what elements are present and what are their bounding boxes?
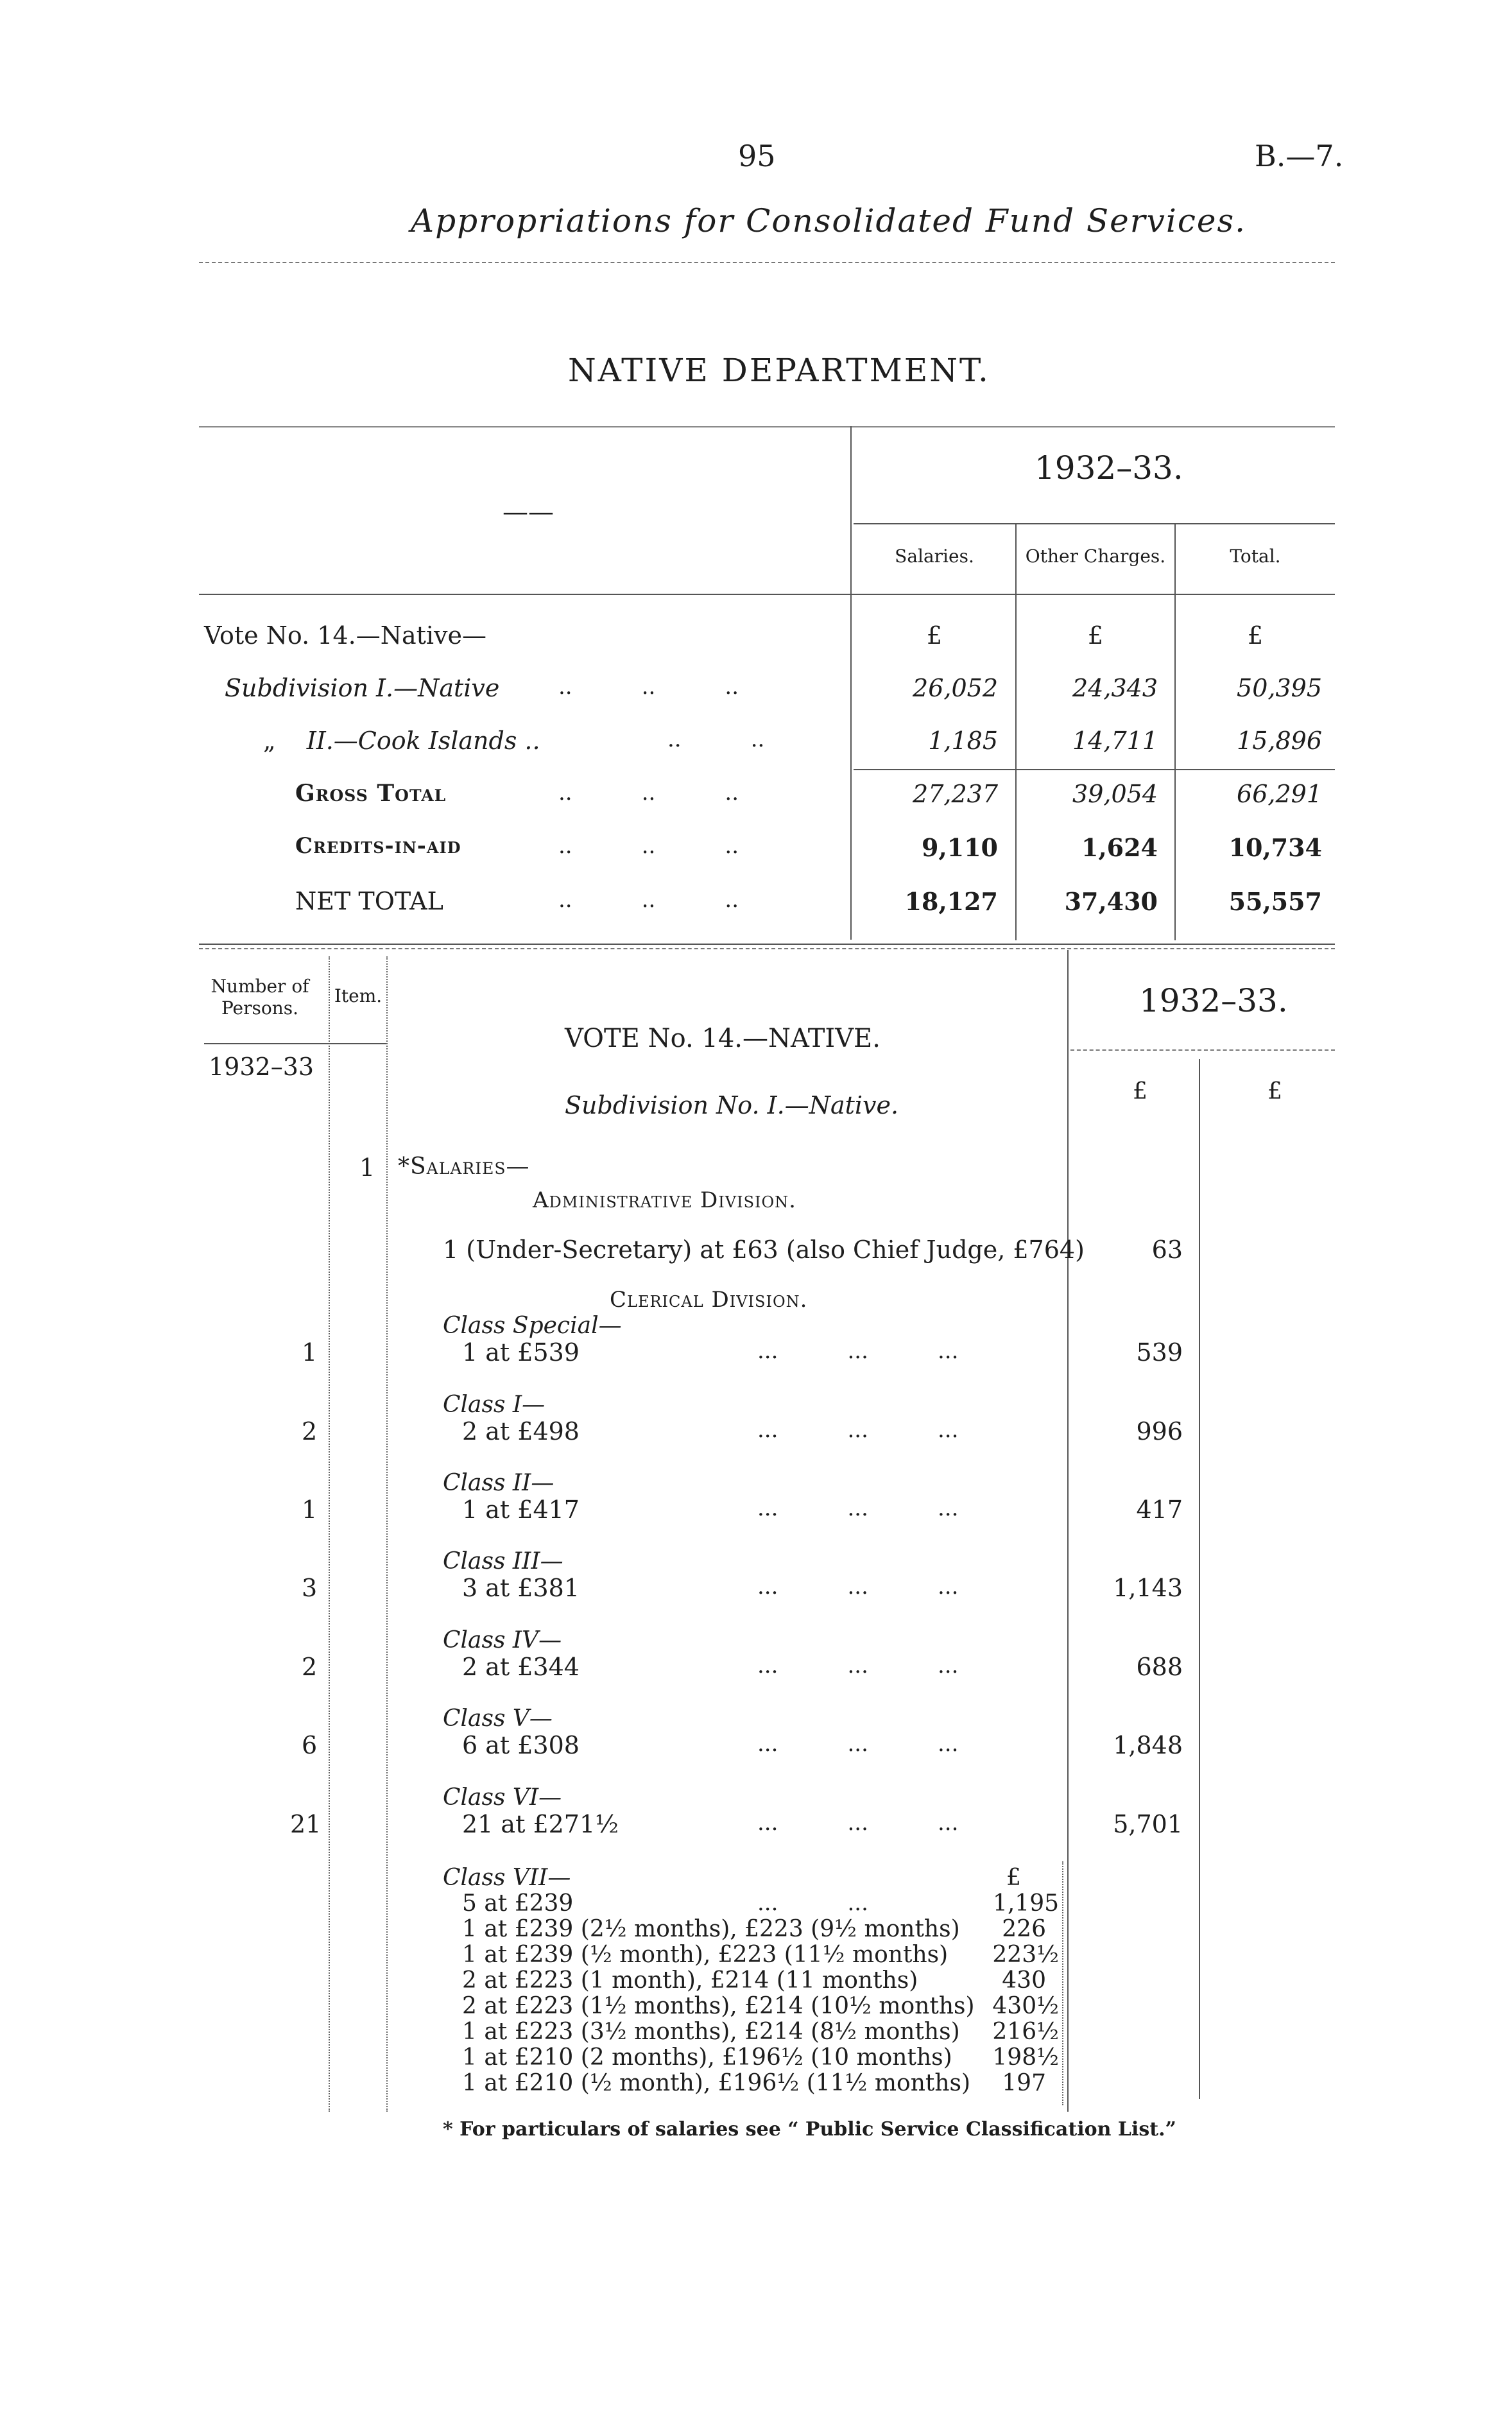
class-amount: 996 xyxy=(1136,1417,1183,1445)
class-line: 3 at £381 xyxy=(462,1574,580,1602)
footnote: * For particulars of salaries see “ Public Service Classification List.” xyxy=(443,2118,1176,2141)
class-vii-amount: 197 xyxy=(1002,2070,1046,2096)
currency-total: £ xyxy=(1247,621,1264,650)
currency-salaries: £ xyxy=(926,621,943,650)
class-vii-subtotal-divider xyxy=(1062,1861,1063,2105)
currency-other: £ xyxy=(1087,621,1104,650)
summary-row-subdivision-2 xyxy=(263,727,540,755)
leader-dots: ... ... ... xyxy=(757,1574,959,1600)
class-vii-amount: 223½ xyxy=(992,1942,1059,1968)
admin-line: 1 (Under-Secretary) at £63 (also Chief Judge, £764) xyxy=(443,1236,1085,1264)
class-vii-line: 1 at £210 (½ month), £196½ (11½ months) xyxy=(462,2070,971,2096)
class-title: Class II— xyxy=(443,1470,554,1496)
summary-year-rule xyxy=(854,523,1335,524)
leader-dots: ... ... ... xyxy=(757,1731,959,1757)
administrative-division: Administrative Division. xyxy=(533,1187,796,1213)
class-vii-line: 1 at £223 (3½ months), £214 (8½ months) xyxy=(462,2019,960,2045)
summary-header-rule xyxy=(199,594,1335,595)
summary-cell: 24,343 xyxy=(1072,674,1158,702)
summary-row-subdivision-1 xyxy=(225,674,499,702)
summary-cell: 1,185 xyxy=(928,727,998,755)
summary-cell: 26,052 xyxy=(913,674,998,702)
class-amount: 417 xyxy=(1136,1496,1183,1524)
summary-cell: 55,557 xyxy=(1228,887,1322,916)
class-title: Class Special— xyxy=(443,1313,622,1339)
summary-cell: 15,896 xyxy=(1237,727,1322,755)
gross-total-label: Gross Total xyxy=(295,780,447,807)
document-reference: B.—7. xyxy=(1255,139,1344,173)
col-salaries-header: Salaries. xyxy=(895,546,974,567)
class-vii-line: 1 at £210 (2 months), £196½ (10 months) xyxy=(462,2044,952,2071)
col-persons-header: Number of Persons. xyxy=(210,976,309,1019)
summary-cell: 1,624 xyxy=(1081,833,1158,862)
class-line: 1 at £417 xyxy=(462,1496,580,1524)
summary-bottom-rule xyxy=(199,944,1335,945)
detail-pound-2: £ xyxy=(1267,1078,1282,1105)
class-amount: 5,701 xyxy=(1113,1810,1183,1838)
class-vii-amount: 1,195 xyxy=(992,1890,1059,1917)
detail-amount-divider-2 xyxy=(1199,1059,1200,2099)
running-title: Appropriations for Consolidated Fund Services. xyxy=(411,202,1247,239)
class-line: 2 at £498 xyxy=(462,1417,580,1445)
detail-header-rule xyxy=(204,1043,386,1044)
class-vii-amount: 430 xyxy=(1002,1967,1046,1994)
leader-dots: ... ... ... xyxy=(757,1653,959,1678)
col-item-header: Item. xyxy=(334,985,382,1006)
vote-title: VOTE No. 14.—NATIVE. xyxy=(565,1024,881,1053)
class-persons: 2 xyxy=(302,1417,318,1445)
class-persons: 21 xyxy=(290,1810,322,1838)
summary-cell: 10,734 xyxy=(1228,833,1322,862)
class-amount: 1,143 xyxy=(1113,1574,1183,1602)
row-label-prefix: Subdivision xyxy=(225,674,368,702)
detail-amount-divider xyxy=(1067,950,1069,2112)
class-line: 2 at £344 xyxy=(462,1653,580,1681)
class-vii-line: 1 at £239 (2½ months), £223 (9½ months) xyxy=(462,1916,960,1942)
leader-dots: ... ... ... xyxy=(757,1338,959,1364)
class-vii-amount: 430½ xyxy=(992,1993,1059,2019)
credits-in-aid-label: Credits-in-aid xyxy=(295,833,461,859)
vote-label: Vote No. 14.—Native— xyxy=(204,621,487,650)
summary-cell: 66,291 xyxy=(1237,780,1322,808)
summary-cell: 9,110 xyxy=(922,833,998,862)
class-vii-amount: 216½ xyxy=(992,2019,1059,2045)
class-vii-amount: 226 xyxy=(1002,1916,1046,1942)
class-vii-line: 2 at £223 (1½ months), £214 (10½ months) xyxy=(462,1993,975,2019)
leader-dots: .. .. .. xyxy=(558,833,739,859)
detail-pound-1: £ xyxy=(1133,1078,1147,1105)
detail-persons-divider xyxy=(329,956,330,2112)
class-title: Class V— xyxy=(443,1705,553,1732)
class-line: 1 at £539 xyxy=(462,1338,580,1367)
summary-cell: 50,395 xyxy=(1237,674,1322,702)
class-amount: 1,848 xyxy=(1113,1731,1183,1759)
class-vii-title: Class VII— xyxy=(443,1865,571,1891)
class-title: Class III— xyxy=(443,1548,563,1574)
leader-dots: ... ... ... xyxy=(757,1810,959,1836)
leader-dots: .. .. .. xyxy=(558,780,739,806)
class-title: Class IV— xyxy=(443,1627,562,1653)
class-persons: 1 xyxy=(302,1338,318,1367)
summary-cell: 39,054 xyxy=(1072,780,1158,808)
col-other-charges-header: Other Charges. xyxy=(1025,546,1166,567)
summary-cell: 27,237 xyxy=(913,780,998,808)
row-label: I.—Native xyxy=(368,674,500,702)
ditto-mark: „ xyxy=(263,727,276,755)
leader-dots: ... ... xyxy=(757,1890,868,1916)
class-title: Class VI— xyxy=(443,1784,562,1811)
leader-dots: ... ... ... xyxy=(757,1417,959,1443)
leader-dots: .. .. .. xyxy=(558,887,739,913)
class-amount: 539 xyxy=(1136,1338,1183,1367)
class-persons: 6 xyxy=(302,1731,318,1759)
summary-cell: 14,711 xyxy=(1072,727,1158,755)
detail-year-header: 1932–33. xyxy=(1139,982,1288,1019)
item-number: 1 xyxy=(359,1153,375,1182)
salaries-label: *Salaries— xyxy=(398,1153,530,1180)
class-vii-pound: £ xyxy=(1006,1865,1021,1891)
detail-item-divider xyxy=(386,956,388,2112)
department-title: NATIVE DEPARTMENT. xyxy=(568,352,990,389)
summary-cell: 18,127 xyxy=(904,887,998,916)
subdivision-title: Subdivision No. I.—Native. xyxy=(565,1091,899,1119)
col-total-header: Total. xyxy=(1230,546,1281,567)
class-title: Class I— xyxy=(443,1392,546,1418)
detail-year-sub: 1932–33 xyxy=(209,1053,314,1081)
summary-cell: 37,430 xyxy=(1064,887,1158,916)
leader-dots: .. .. .. xyxy=(558,674,739,700)
summary-top-rule xyxy=(199,426,1335,427)
class-amount: 688 xyxy=(1136,1653,1183,1681)
class-vii-line: 2 at £223 (1 month), £214 (11 months) xyxy=(462,1967,918,1994)
summary-stub-divider xyxy=(850,426,852,940)
clerical-division: Clerical Division. xyxy=(610,1287,808,1313)
class-persons: 2 xyxy=(302,1653,318,1681)
net-total-label: NET TOTAL xyxy=(295,887,443,915)
class-line: 6 at £308 xyxy=(462,1731,580,1759)
leader-dots: ... ... ... xyxy=(757,1496,959,1521)
class-vii-amount: 198½ xyxy=(992,2044,1059,2071)
class-line: 21 at £271½ xyxy=(462,1810,619,1838)
class-persons: 1 xyxy=(302,1496,318,1524)
subtotal-rule xyxy=(854,769,1335,770)
summary-stub-dash: —— xyxy=(503,497,554,527)
page-number: 95 xyxy=(738,139,776,173)
class-vii-line: 1 at £239 (½ month), £223 (11½ months) xyxy=(462,1942,949,1968)
summary-bottom-rule-2 xyxy=(199,948,1335,949)
class-persons: 3 xyxy=(302,1574,318,1602)
row-label: II.—Cook Islands .. xyxy=(306,727,540,755)
detail-year-rule xyxy=(1070,1049,1335,1051)
admin-amount: 63 xyxy=(1151,1236,1183,1264)
summary-year: 1932–33. xyxy=(1035,449,1183,487)
class-vii-line: 5 at £239 xyxy=(462,1890,574,1917)
leader-dots: .. .. xyxy=(667,727,765,752)
header-rule xyxy=(199,262,1335,263)
